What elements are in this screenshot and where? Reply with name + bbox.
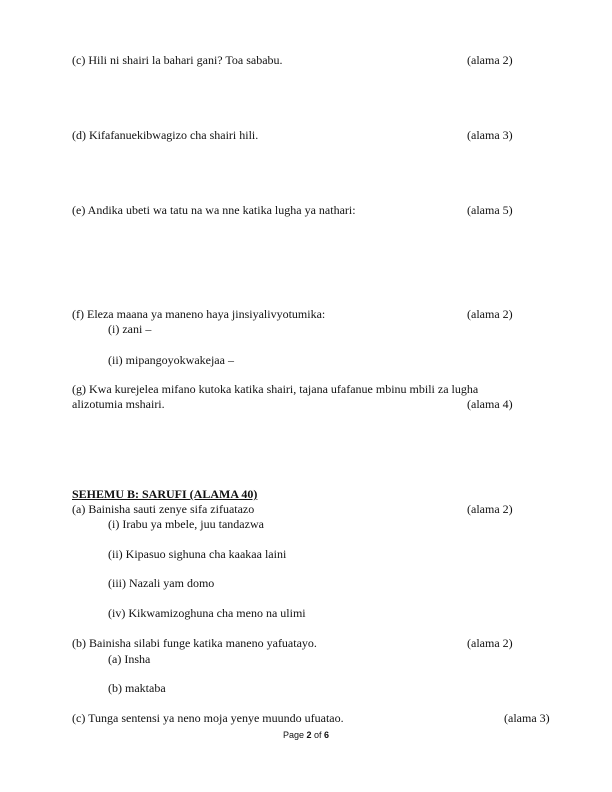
section-b-question-a-marks: (alama 2) [467, 502, 513, 516]
footer-middle: of [311, 730, 325, 740]
question-g-text-line2: alizotumia mshairi. [72, 397, 165, 411]
section-b-question-a-sub-iv: (iv) Kikwamizoghuna cha meno na ulimi [108, 606, 306, 620]
question-e-marks: (alama 5) [467, 203, 513, 217]
section-b-question-c-text: (c) Tunga sentensi ya neno moja yenye muundo ufuatao. [72, 711, 344, 725]
question-d-marks: (alama 3) [467, 128, 513, 142]
section-b-question-b-text: (b) Bainisha silabi funge katika maneno yafuatayo. [72, 636, 317, 650]
question-f-marks: (alama 2) [467, 307, 513, 321]
section-b-question-c-marks: (alama 3) [504, 711, 550, 725]
section-b-question-a-text: (a) Bainisha sauti zenye sifa zifuatazo [72, 502, 255, 516]
question-f-sub-i: (i) zani – [108, 322, 152, 336]
section-b-question-b-sub-b: (b) maktaba [108, 681, 166, 695]
section-b-question-b-sub-a: (a) Insha [108, 652, 151, 666]
question-c-text: (c) Hili ni shairi la bahari gani? Toa sababu. [72, 53, 283, 67]
question-f-text: (f) Eleza maana ya maneno haya jinsiyalivyotumika: [72, 307, 326, 321]
footer-prefix: Page [282, 730, 307, 740]
question-e-text: (e) Andika ubeti wa tatu na wa nne katika lugha ya nathari: [72, 203, 356, 217]
section-b-question-b-marks: (alama 2) [467, 636, 513, 650]
question-g-marks: (alama 4) [467, 397, 513, 411]
section-b-question-a-sub-ii: (ii) Kipasuo sighuna cha kaakaa laini [108, 547, 287, 561]
question-c-marks: (alama 2) [467, 53, 513, 67]
page-footer [0, 730, 612, 740]
question-d-text: (d) Kifafanuekibwagizo cha shairi hili. [72, 128, 259, 142]
question-g-text: (g) Kwa kurejelea mifano kutoka katika shairi, tajana ufafanue mbinu mbili za lugha [72, 382, 479, 396]
footer-total-pages: 6 [324, 730, 330, 740]
section-b-question-a-sub-i: (i) Irabu ya mbele, juu tandazwa [108, 517, 264, 531]
section-b-question-a-sub-iii: (iii) Nazali yam domo [108, 576, 215, 590]
question-f-sub-ii: (ii) mipangoyokwakejaa – [108, 353, 234, 367]
section-b-title: SEHEMU B: SARUFI (ALAMA 40) [72, 487, 258, 501]
footer-current-page: 2 [306, 730, 312, 740]
